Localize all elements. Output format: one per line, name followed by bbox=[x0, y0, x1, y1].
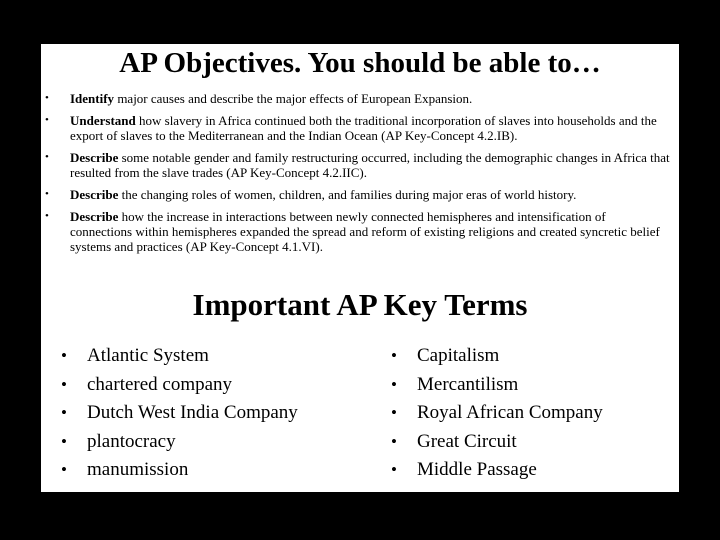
key-term bbox=[61, 371, 298, 400]
key-term-label: Great Circuit bbox=[417, 430, 517, 452]
key-terms-right-list bbox=[391, 342, 603, 485]
key-term-label: chartered company bbox=[87, 373, 233, 395]
key-term bbox=[391, 428, 603, 457]
objectives-title: AP Objectives. You should be able to… bbox=[119, 47, 601, 79]
bullet: • bbox=[45, 92, 49, 104]
slide bbox=[41, 44, 679, 492]
bullet: • bbox=[391, 346, 397, 365]
key-term-label: Capitalism bbox=[417, 345, 500, 366]
key-term-label: Atlantic System bbox=[87, 345, 209, 366]
objective-verb: Understand bbox=[70, 113, 136, 128]
bullet: • bbox=[61, 374, 67, 394]
key-term bbox=[391, 399, 603, 428]
objective-verb: Describe bbox=[70, 150, 119, 165]
objective-item bbox=[41, 113, 671, 143]
key-term bbox=[391, 342, 603, 371]
key-term bbox=[61, 456, 298, 485]
bullet: • bbox=[45, 210, 49, 222]
bullet: • bbox=[61, 403, 67, 422]
bullet: • bbox=[61, 431, 67, 451]
key-terms-title: Important AP Key Terms bbox=[192, 287, 528, 322]
objective-text: major causes and describe the major effects of European Expansion. bbox=[114, 91, 473, 106]
key-term-label: Royal African Company bbox=[417, 402, 603, 423]
objectives-list bbox=[41, 91, 671, 261]
key-term bbox=[391, 456, 603, 485]
bullet: • bbox=[45, 188, 49, 200]
objective-item bbox=[41, 91, 671, 106]
objective-verb: Describe bbox=[70, 209, 119, 224]
objective-text: the changing roles of women, children, and families during major eras of world history. bbox=[118, 187, 577, 202]
bullet: • bbox=[45, 114, 49, 126]
key-term-label: manumission bbox=[87, 459, 189, 480]
key-term-label: plantocracy bbox=[87, 430, 176, 452]
bullet: • bbox=[391, 374, 397, 394]
bullet: • bbox=[391, 431, 397, 451]
objective-item bbox=[41, 187, 671, 202]
key-term bbox=[61, 428, 298, 457]
key-terms-left-list bbox=[61, 342, 298, 485]
key-term bbox=[61, 342, 298, 371]
objective-item bbox=[41, 209, 671, 254]
bullet: • bbox=[61, 460, 67, 479]
objective-text: how the increase in interactions between newly connected hemispheres and intensification of connections within hemispheres expanded the spread and reform of existing religions and created syncretic belief systems and practices (AP Key-Concept 4.1.VI). bbox=[70, 209, 660, 254]
key-term-label: Middle Passage bbox=[417, 459, 537, 480]
objective-verb: Identify bbox=[70, 91, 115, 106]
key-term bbox=[391, 371, 603, 400]
objective-verb: Describe bbox=[70, 187, 119, 202]
key-term bbox=[61, 399, 298, 428]
bullet: • bbox=[61, 346, 67, 365]
key-term-label: Mercantilism bbox=[417, 373, 519, 395]
objective-text: how slavery in Africa continued both the traditional incorporation of slaves into households and the export of slaves to the Mediterranean and the Indian Ocean (AP Key-Concept 4.2.IB). bbox=[70, 113, 657, 143]
bullet: • bbox=[45, 151, 49, 163]
bullet: • bbox=[391, 403, 397, 422]
key-term-label: Dutch West India Company bbox=[87, 402, 298, 423]
bullet: • bbox=[391, 460, 397, 479]
objective-item bbox=[41, 150, 671, 180]
objective-text: some notable gender and family restructuring occurred, including the demographic changes in Africa that resulted from the slave trades (AP Key-Concept 4.2.IIC). bbox=[70, 150, 670, 180]
